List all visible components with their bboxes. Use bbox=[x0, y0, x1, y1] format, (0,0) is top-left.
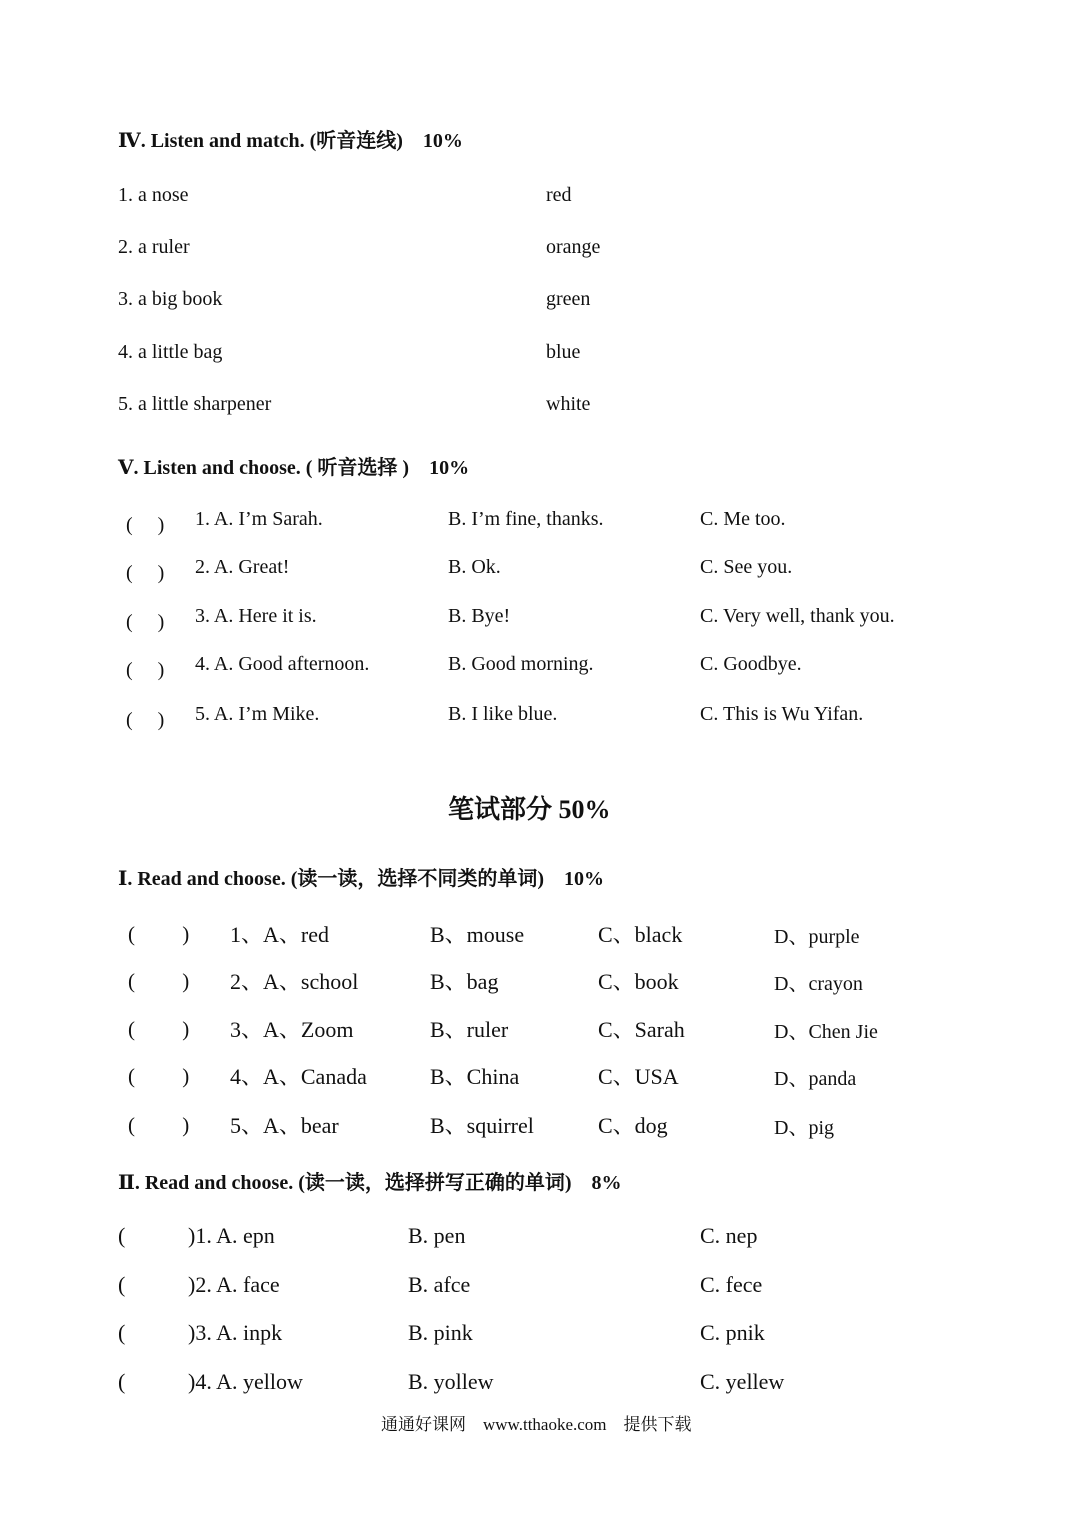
option-b: B、China bbox=[430, 1064, 520, 1089]
match-color: red bbox=[546, 184, 572, 206]
option-b: B. Good morning. bbox=[448, 653, 594, 675]
answer-bracket: ( bbox=[118, 1272, 126, 1297]
answer-bracket: ( ) bbox=[128, 922, 190, 946]
answer-bracket: ( ) bbox=[126, 562, 165, 584]
option-b: B、mouse bbox=[430, 922, 525, 947]
match-item: 1. a nose bbox=[118, 184, 189, 206]
option-a: )3. A. inpk bbox=[188, 1320, 283, 1345]
option-b: B、squirrel bbox=[430, 1113, 534, 1138]
option-c: C. yellew bbox=[700, 1369, 785, 1394]
option-d: D、crayon bbox=[774, 973, 863, 995]
part2-title: Ⅱ. Read and choose. (读一读，选择拼写正确的单词) 8% bbox=[118, 1172, 622, 1194]
option-b: B. afce bbox=[408, 1272, 471, 1297]
part1-title: Ⅰ. Read and choose. (读一读，选择不同类的单词) 10% bbox=[118, 868, 605, 890]
option-c: C. Goodbye. bbox=[700, 653, 802, 675]
option-a: )1. A. epn bbox=[188, 1223, 275, 1248]
answer-bracket: ( bbox=[118, 1320, 126, 1345]
option-b: B、ruler bbox=[430, 1017, 509, 1042]
option-c: C. This is Wu Yifan. bbox=[700, 703, 864, 725]
answer-bracket: ( ) bbox=[128, 1064, 190, 1088]
option-c: C、book bbox=[598, 969, 679, 994]
option-c: C. See you. bbox=[700, 556, 793, 578]
option-a: 4、A、Canada bbox=[230, 1064, 367, 1089]
option-b: B. pink bbox=[408, 1320, 473, 1345]
match-item: 4. a little bag bbox=[118, 341, 223, 363]
option-c: C、black bbox=[598, 922, 683, 947]
option-b: B. pen bbox=[408, 1223, 466, 1248]
option-a: 5、A、bear bbox=[230, 1113, 339, 1138]
option-a: 3、A、Zoom bbox=[230, 1017, 354, 1042]
option-d: D、purple bbox=[774, 926, 860, 948]
option-c: C. Me too. bbox=[700, 508, 786, 530]
option-c: C. nep bbox=[700, 1223, 758, 1248]
option-d: D、Chen Jie bbox=[774, 1021, 878, 1043]
option-b: B. Ok. bbox=[448, 556, 501, 578]
option-b: B. yollew bbox=[408, 1369, 494, 1394]
option-a: 5. A. I’m Mike. bbox=[195, 703, 320, 725]
option-a: 1. A. I’m Sarah. bbox=[195, 508, 323, 530]
option-c: C. Very well, thank you. bbox=[700, 605, 895, 627]
footer-text: 通通好课网 www.tthaoke.com 提供下载 bbox=[381, 1415, 692, 1434]
option-d: D、pig bbox=[774, 1117, 834, 1139]
option-c: C. pnik bbox=[700, 1320, 765, 1345]
option-b: B、bag bbox=[430, 969, 499, 994]
match-color: white bbox=[546, 393, 591, 415]
match-color: green bbox=[546, 288, 591, 310]
answer-bracket: ( ) bbox=[126, 709, 165, 731]
written-part-title: 笔试部分 50% bbox=[448, 795, 611, 824]
option-c: C、USA bbox=[598, 1064, 679, 1089]
match-color: blue bbox=[546, 341, 581, 363]
answer-bracket: ( ) bbox=[126, 659, 165, 681]
option-b: B. I like blue. bbox=[448, 703, 558, 725]
answer-bracket: ( ) bbox=[126, 611, 165, 633]
answer-bracket: ( ) bbox=[128, 1017, 190, 1041]
answer-bracket: ( ) bbox=[126, 514, 165, 536]
option-a: 2、A、school bbox=[230, 969, 359, 994]
option-c: C、Sarah bbox=[598, 1017, 685, 1042]
section4-title: Ⅳ. Listen and match. (听音连线) 10% bbox=[118, 130, 463, 152]
match-item: 2. a ruler bbox=[118, 236, 190, 258]
option-a: )4. A. yellow bbox=[188, 1369, 303, 1394]
option-c: C、dog bbox=[598, 1113, 668, 1138]
option-b: B. Bye! bbox=[448, 605, 511, 627]
answer-bracket: ( ) bbox=[128, 969, 190, 993]
match-item: 3. a big book bbox=[118, 288, 223, 310]
option-a: 4. A. Good afternoon. bbox=[195, 653, 370, 675]
option-a: 1、A、red bbox=[230, 922, 329, 947]
option-b: B. I’m fine, thanks. bbox=[448, 508, 604, 530]
answer-bracket: ( bbox=[118, 1369, 126, 1394]
match-color: orange bbox=[546, 236, 601, 258]
option-a: 2. A. Great! bbox=[195, 556, 290, 578]
option-c: C. fece bbox=[700, 1272, 763, 1297]
option-a: )2. A. face bbox=[188, 1272, 280, 1297]
match-item: 5. a little sharpener bbox=[118, 393, 272, 415]
section5-title: Ⅴ. Listen and choose. ( 听音选择 ) 10% bbox=[118, 457, 470, 479]
answer-bracket: ( bbox=[118, 1223, 126, 1248]
answer-bracket: ( ) bbox=[128, 1113, 190, 1137]
option-a: 3. A. Here it is. bbox=[195, 605, 317, 627]
option-d: D、panda bbox=[774, 1068, 857, 1090]
